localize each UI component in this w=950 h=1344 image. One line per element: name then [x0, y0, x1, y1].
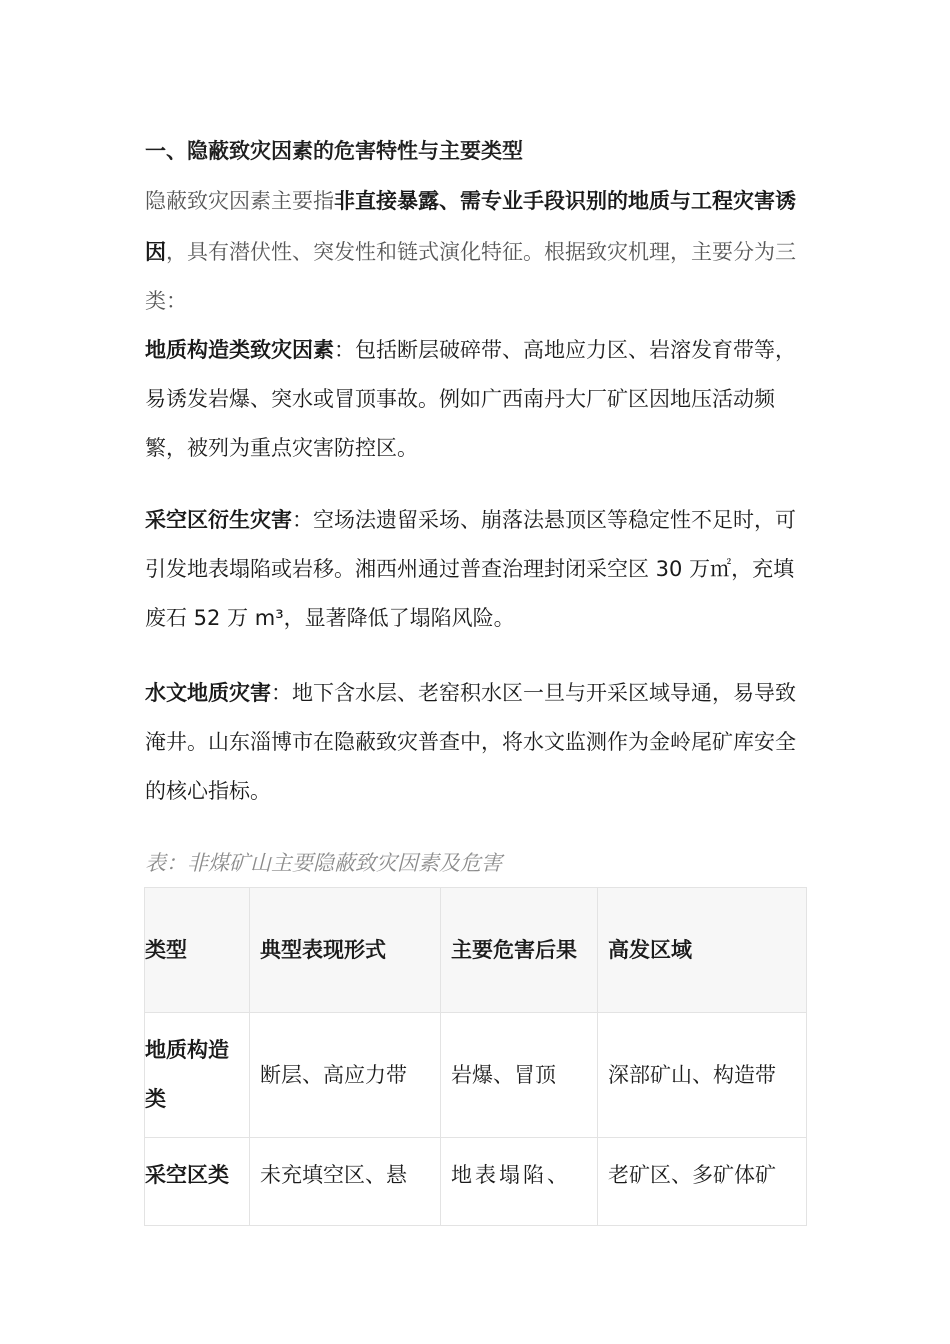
intro-text-post: ，具有潜伏性、突发性和链式演化特征。根据致灾机理，主要分为三类：: [145, 239, 796, 313]
table-header-row: [145, 888, 807, 1013]
item-title: 地质构造类致灾因素: [145, 338, 334, 362]
cell-type: 地质构造类: [145, 1013, 250, 1138]
intro-paragraph: [145, 176, 805, 327]
cell-consequence: 地表塌陷、: [441, 1138, 598, 1226]
cell-form: 未充填空区、悬: [250, 1138, 441, 1226]
table-row: [145, 1013, 807, 1138]
cell-form: 断层、高应力带: [250, 1013, 441, 1138]
header-consequence: 主要危害后果: [441, 888, 598, 1013]
table-row: [145, 1138, 807, 1226]
header-type: 类型: [145, 888, 250, 1013]
item-goaf: [145, 496, 810, 643]
cell-region: 老矿区、多矿体矿: [598, 1138, 807, 1226]
item-text: ：空场法遗留采场、崩落法悬顶区等稳定性不足时，可引发地表塌陷或岩移。湘西州通过普查治理封闭采空区 30 万㎡，充填废石 52 万 m³，显著降低了塌陷风险。: [145, 508, 796, 630]
intro-text-bold: 非直接暴露、需专业手段识别的地质与工程灾害诱因: [145, 188, 796, 264]
item-text: ：地下含水层、老窑积水区一旦与开采区域导通，易导致淹井。山东淄博市在隐蔽致灾普查中，将水文监测作为金岭尾矿库安全的核心指标。: [145, 681, 796, 803]
item-geological-structure: [145, 326, 810, 473]
header-form: 典型表现形式: [250, 888, 441, 1013]
item-title: 采空区衍生灾害: [145, 508, 292, 532]
cell-consequence: 岩爆、冒顶: [441, 1013, 598, 1138]
cell-region: 深部矿山、构造带: [598, 1013, 807, 1138]
hazard-table: [144, 887, 807, 1226]
item-title: 水文地质灾害: [145, 681, 271, 705]
table-caption: 表：非煤矿山主要隐蔽致灾因素及危害: [145, 851, 502, 875]
cell-type: 采空区类: [145, 1138, 250, 1226]
header-region: 高发区域: [598, 888, 807, 1013]
intro-text-pre: 隐蔽致灾因素主要指: [145, 189, 334, 213]
item-hydrogeology: [145, 669, 810, 816]
item-text: ：包括断层破碎带、高地应力区、岩溶发育带等，易诱发岩爆、突水或冒顶事故。例如广西南丹大厂矿区因地压活动频繁，被列为重点灾害防控区。: [145, 338, 796, 460]
section-heading: 一、隐蔽致灾因素的危害特性与主要类型: [145, 138, 523, 163]
